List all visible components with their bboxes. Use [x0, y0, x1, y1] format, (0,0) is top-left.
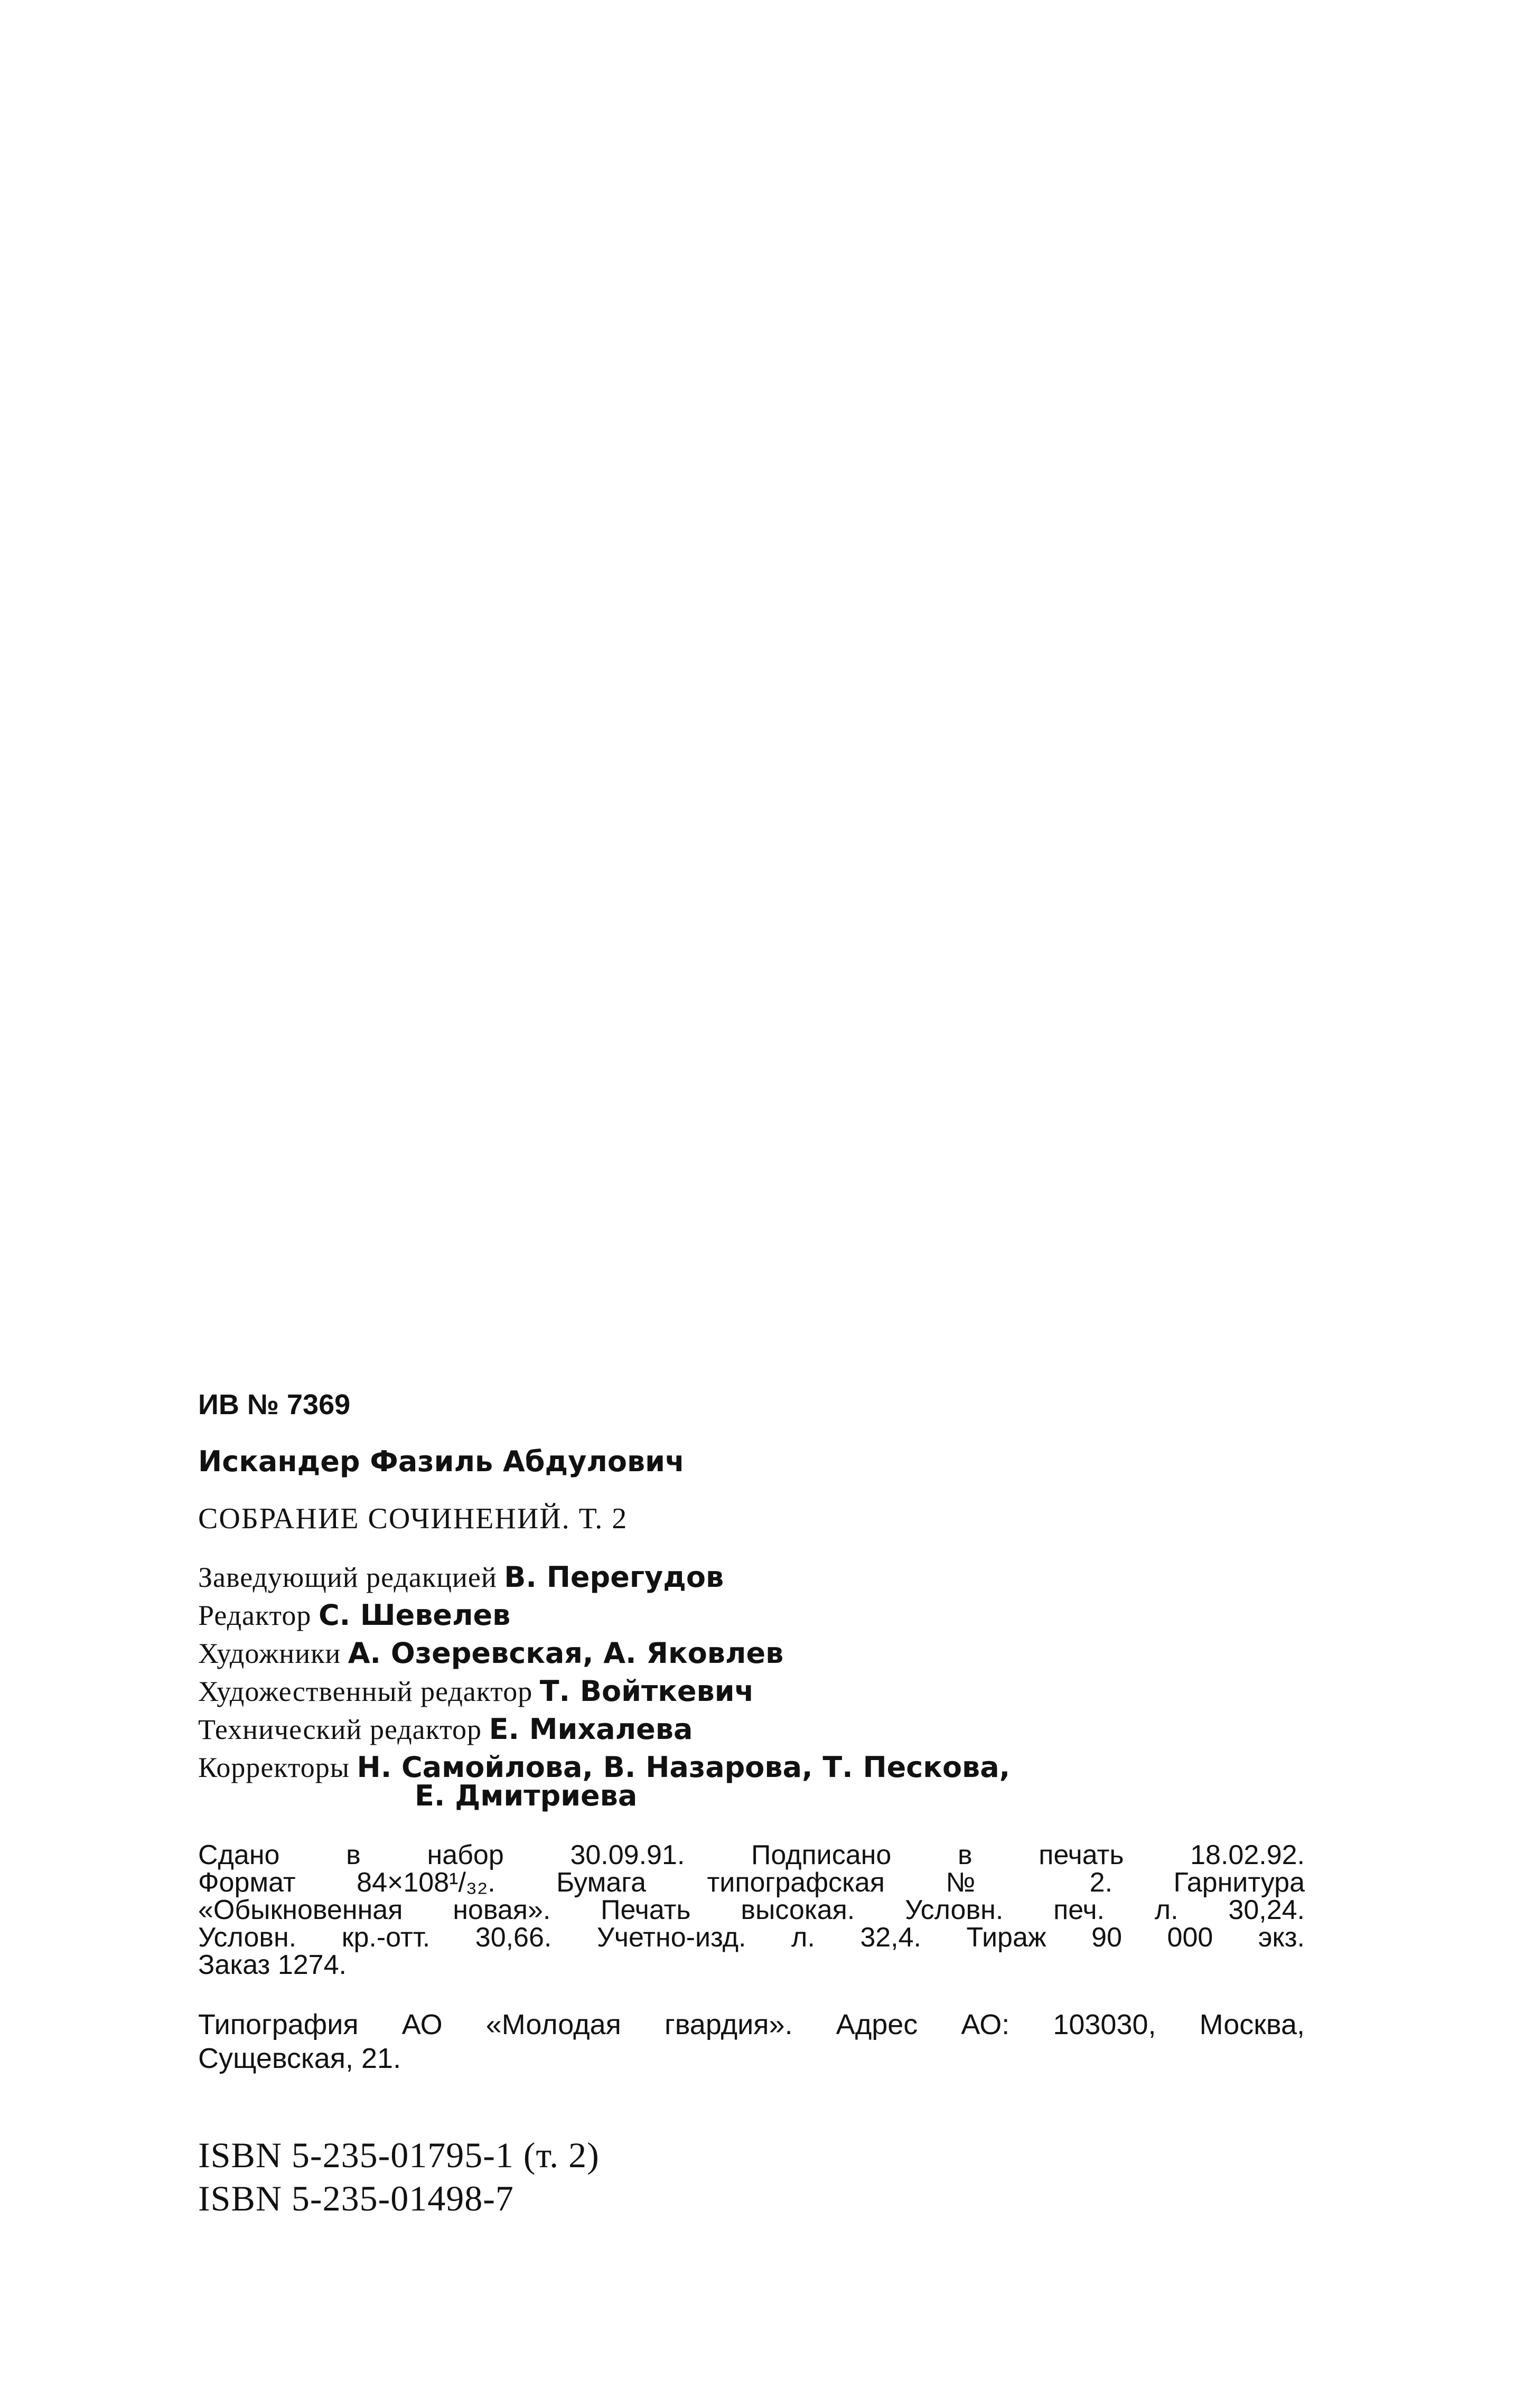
isbn-line: ISBN 5-235-01498-7	[198, 2178, 514, 2218]
ib-number: ИВ № 7369	[198, 1389, 351, 1421]
credit-label: Художники	[198, 1638, 341, 1669]
credit-line	[198, 1558, 1307, 1596]
credit-line	[198, 1596, 1307, 1634]
credit-person: Н. Самойлова, В. Назарова, Т. Пескова,	[357, 1751, 1011, 1784]
credit-line	[198, 1634, 1307, 1672]
credit-line	[198, 1672, 1307, 1710]
isbn-line: ISBN 5-235-01795-1 (т. 2)	[198, 2135, 600, 2175]
printing-line: Сдано в набор 30.09.91. Подписано в печать 18.02.92.	[198, 1840, 1305, 1870]
credit-person: Е. Михалева	[489, 1713, 693, 1746]
printing-line: «Обыкновенная новая». Печать высокая. Условн. печ. л. 30,24.	[198, 1895, 1305, 1925]
credit-label: Технический редактор	[198, 1714, 482, 1745]
book-title: СОБРАНИЕ СОЧИНЕНИЙ. Т. 2	[198, 1502, 628, 1535]
credit-person: А. Озеревская, А. Яковлев	[348, 1636, 784, 1670]
printing-line: Заказ 1274.	[198, 1950, 347, 1980]
printing-details	[198, 1841, 1305, 1979]
credit-label: Художественный редактор	[198, 1676, 533, 1707]
credit-person: В. Перегудов	[504, 1560, 724, 1594]
printing-house-line: Типография АО «Молодая гвардия». Адрес АО: 103030, Москва,	[198, 2009, 1305, 2040]
printing-house-line: Сущевская, 21.	[198, 2043, 401, 2074]
printing-line: Условн. кр.-отт. 30,66. Учетно-изд. л. 32,4. Тираж 90 000 экз.	[198, 1922, 1305, 1953]
credits-block	[198, 1558, 1307, 1815]
credit-line	[198, 1710, 1307, 1748]
isbn-block	[198, 2133, 1307, 2220]
printing-line: Формат 84×108¹/₃₂. Бумага типографская № 2. Гарнитура	[198, 1867, 1305, 1898]
author-name: Искандер Фазиль Абдулович	[198, 1445, 685, 1478]
credit-person: С. Шевелев	[318, 1598, 511, 1632]
credit-person: Е. Дмитриева	[415, 1779, 638, 1812]
credit-person: Т. Войткевич	[539, 1675, 754, 1708]
printing-house	[198, 2008, 1305, 2075]
credit-label: Заведующий редакцией	[198, 1562, 497, 1593]
book-imprint	[198, 1386, 1307, 2220]
credit-label: Редактор	[198, 1600, 312, 1631]
credit-label: Корректоры	[198, 1752, 350, 1783]
